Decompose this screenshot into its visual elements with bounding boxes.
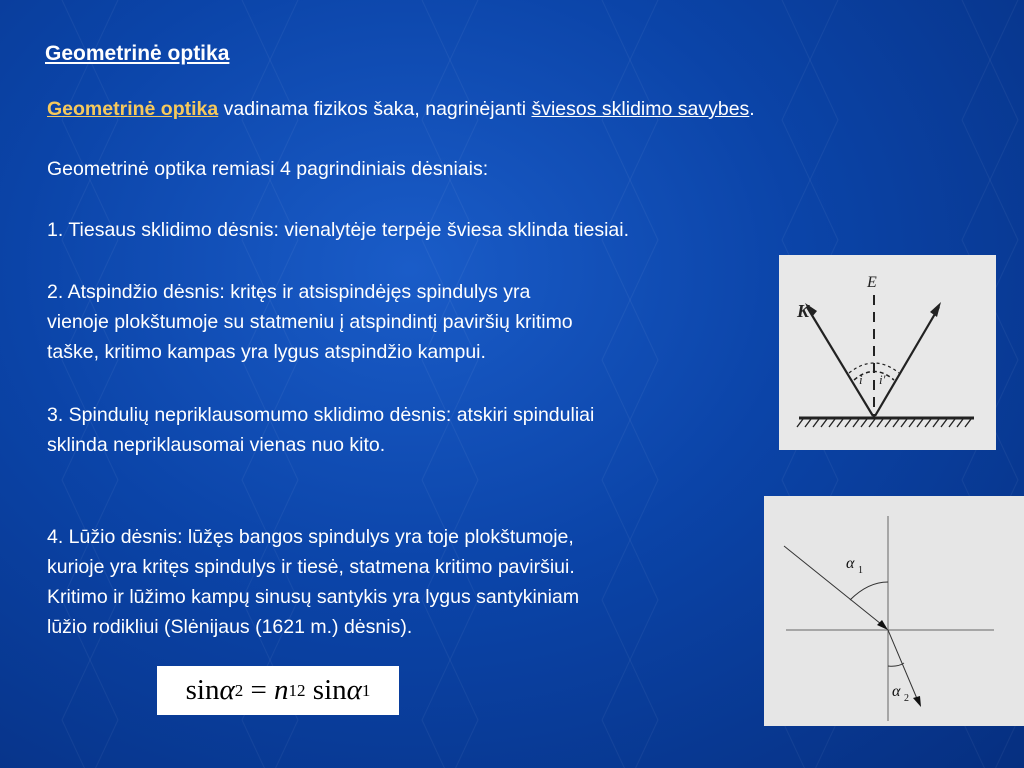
incident-ray xyxy=(784,546,886,628)
formula-equals: = xyxy=(243,674,275,706)
reflection-diagram-svg xyxy=(779,255,996,450)
law-2-line: 2. Atspindžio dėsnis: kritęs ir atsispindėjęs spindulys yra xyxy=(47,281,531,303)
formula-sin: sin xyxy=(185,674,220,706)
snell-law-formula xyxy=(157,666,399,715)
formula-subscript: 1 xyxy=(361,680,371,700)
label-i: i xyxy=(859,372,863,387)
law-3 xyxy=(47,400,594,460)
law-4-line: 4. Lūžio dėsnis: lūžęs bangos spindulys yra toje plokštumoje, xyxy=(47,526,574,548)
alpha1-label: α xyxy=(846,555,855,572)
formula-subscript: 12 xyxy=(288,680,306,700)
page-title: Geometrinė optika xyxy=(45,42,230,65)
intro-text: vadinama fizikos šaka, nagrinėjanti xyxy=(218,98,532,120)
incident-ray xyxy=(807,307,873,416)
surface-hatching xyxy=(797,419,971,427)
formula-sin: sin xyxy=(305,674,347,706)
law-4 xyxy=(47,522,579,642)
refraction-diagram xyxy=(764,496,1024,726)
law-2-line: taške, kritimo kampas yra lygus atspindžio kampui. xyxy=(47,341,486,363)
intro-hyperlink[interactable]: šviesos sklidimo savybes xyxy=(531,98,750,120)
label-e: E xyxy=(867,274,877,291)
law-4-line: lūžio rodikliui (Slėnijaus (1621 m.) dėsnis). xyxy=(47,616,413,638)
alpha1-arc xyxy=(850,582,888,600)
refraction-diagram-svg xyxy=(764,496,1024,726)
formula-alpha: α xyxy=(219,674,235,706)
law-4-line: Kritimo ir lūžimo kampų sinusų santykis yra lygus santykiniam xyxy=(47,586,580,608)
formula-alpha: α xyxy=(346,674,362,706)
reflection-diagram xyxy=(779,255,996,450)
alpha2-label: α xyxy=(892,683,901,700)
label-i-prime: i′ xyxy=(879,372,886,387)
label-k: K xyxy=(797,301,810,321)
law-4-line: kurioje yra kritęs spindulys ir tiesė, statmena kritimo paviršiui. xyxy=(47,556,575,578)
law-3-line: 3. Spindulių nepriklausomumo sklidimo dėsnis: atskiri spinduliai xyxy=(47,404,595,426)
formula-subscript: 2 xyxy=(234,680,244,700)
law-1: 1. Tiesaus sklidimo dėsnis: vienalytėje terpėje šviesa sklinda tiesiai. xyxy=(47,219,630,241)
laws-intro: Geometrinė optika remiasi 4 pagrindiniais dėsniais: xyxy=(47,158,489,180)
alpha2-subscript: 2 xyxy=(904,693,909,704)
intro-keyword-link[interactable]: Geometrinė optika xyxy=(47,98,219,120)
law-2 xyxy=(47,277,573,367)
intro-paragraph xyxy=(47,94,755,124)
law-2-line: vienoje plokštumoje su statmeniu į atspindintį paviršių kritimo xyxy=(47,311,573,333)
alpha2-arc xyxy=(888,663,904,666)
reflected-ray xyxy=(875,307,939,416)
refracted-arrowhead xyxy=(913,696,921,707)
intro-end: . xyxy=(749,98,755,120)
formula-n: n xyxy=(274,674,289,706)
alpha1-subscript: 1 xyxy=(858,565,863,576)
reflected-arrowhead xyxy=(930,302,941,317)
law-3-line: sklinda nepriklausomai vienas nuo kito. xyxy=(47,434,386,456)
